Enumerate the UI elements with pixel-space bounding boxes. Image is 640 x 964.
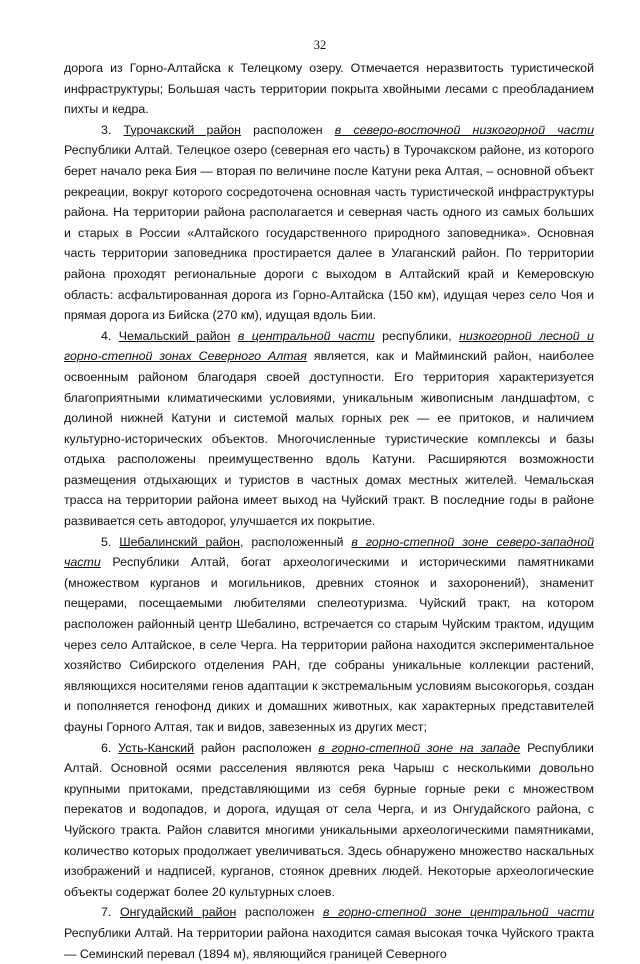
item-number: 4. — [101, 328, 112, 343]
paragraph-chemalsky — [64, 326, 594, 532]
paragraph-turochaksky — [64, 120, 594, 326]
paragraph-continuation — [64, 58, 594, 120]
document-body — [64, 58, 594, 964]
paragraph-text: дорога из Горно-Алтайска к Телецкому озеру. Отмечается неразвитость туристической инфраструктуры; Большая часть территории покрыта хвойными лесами с преобладанием пихты и кедра. — [64, 61, 594, 117]
paragraph-ust-kansky — [64, 738, 594, 903]
paragraph-text: Республики Алтай. На территории района находится самая высокая точка Чуйского тракта — Семинский перевал (1894 м), являющийся границей Северного — [64, 925, 594, 961]
item-number: 5. — [101, 534, 112, 549]
district-name: Турочакский район — [123, 122, 241, 137]
zone-description: в горно-степной зоне северо-западной части — [64, 534, 594, 570]
item-number: 7. — [101, 905, 112, 920]
zone-description: в центральной части — [237, 328, 375, 343]
page-number: 32 — [313, 38, 327, 52]
paragraph-text: район расположен — [200, 740, 312, 755]
paragraph-text: Республики Алтай. Телецкое озеро (северная его часть) в Турочакском районе, из которого берет начало река Бия — вторая по величине после Катуни река Алтая, – основной объект рекреации, вокруг которого сосредоточена основная часть туристической инфраструктуры района. На территории района располагается и северная часть одного из самых больших и старых в России «Алтайского государственного природного заповедника». Основная часть территории заповедника простирается далее в Улаганский район. По территории района проходят региональные дороги с выходом в Алтайский край и Кемеровскую область: асфальтированная дорога из Горно-Алтайска (150 км), идущая через село Чоя и прямая дорога из Бийска (270 км), идущая вдоль Бии. — [64, 143, 594, 323]
district-name: Чемальский район — [118, 328, 231, 343]
paragraph-text: является, как и Майминский район, наиболее освоенным районом благодаря своей доступности. Его территория характеризуется благоприятными климатическими условиями, уникальным живописным ландшафтом, с долиной нижней Катуни и системой малых горных рек — ее притоков, и наличием культурно-исторических объектов. Многочисленные туристические комплексы и базы отдыха расположены преимущественно вдоль Катуни. Расширяются возможности размещения отдыхающих и туристов в частных домах местных жителей. Чемальская трасса на территории района имеет выход на Чуйский тракт. В последние годы в районе развивается сеть автодорог, улучшается их покрытие. — [64, 349, 594, 529]
paragraph-text: республики, — [382, 328, 452, 343]
zone-description: в горно-степной зоне на западе — [318, 740, 521, 755]
item-number: 3. — [101, 122, 112, 137]
paragraph-text: расположенный — [251, 534, 344, 549]
paragraph-text: расположен — [244, 905, 315, 920]
zone-description: в горно-степной зоне центральной части — [323, 905, 595, 920]
paragraph-text: Республики Алтай, богат археологическими и историческими памятниками (множеством курганов и могильников, древних стоянок и захоронений), знаменит пещерами, посещаемыми любителями спелеотуризма. Чуйский тракт, на котором расположен районный центр Шебалино, встречается со старым Чуйским трактом, идущим через село Алтайское, в селе Черга. На территории района находится экспериментальное хозяйство Сибирского отделения РАН, где собраны уникальные коллекции растений, являющихся носителями генов адаптации к экстремальным условиям высокогорья, создан и пополняется генофонд диких и домашних животных, как характерных представителей фауны Горного Алтая, так и видов, завезенных из других мест; — [64, 555, 594, 734]
paragraph-ongudaysky — [64, 902, 594, 964]
paragraph-text: расположен — [253, 122, 323, 137]
zone-description-2: низкогорной лесной и горно-степной зонах Северного Алтая — [64, 328, 594, 364]
item-number: 6. — [101, 740, 112, 755]
zone-description: в северо-восточной низкогорной части — [334, 122, 594, 137]
district-name: Шебалинский район, — [119, 534, 244, 549]
paragraph-shebalinsky — [64, 532, 594, 738]
paragraph-text: Республики Алтай. Основной осями расселения являются река Чарыш с несколькими довольно крупными притоками, представляющими из себя бурные горные реки с множеством перекатов и водопадов, и дорога, идущая от села Черга, и из Онгудайского района, с Чуйского тракта. Район славится многими уникальными археологическими памятниками, количество которых продолжает увеличиваться. Здесь обнаружено множество наскальных изображений и надписей, курганов, стоянок древних людей. Некоторые археологические объекты содержат более 20 культурных слоев. — [64, 740, 594, 899]
district-name: Усть-Канский — [118, 740, 195, 755]
district-name: Онгудайский район — [119, 905, 237, 920]
